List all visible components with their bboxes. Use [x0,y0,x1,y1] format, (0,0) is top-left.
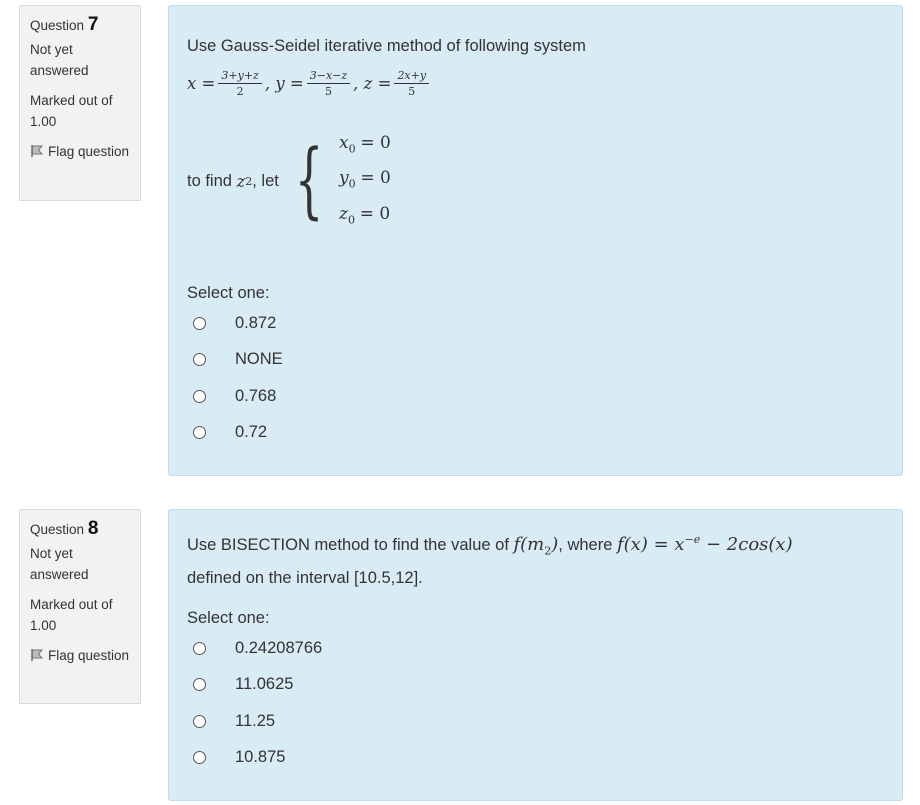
question-number [30,518,130,540]
question-info-panel [19,5,141,201]
eq-z-fraction [394,68,429,99]
initial-x-value: = 0 [360,132,391,153]
radio-button[interactable] [193,317,206,330]
question-grade: Marked out of 1.00 [30,93,113,129]
radio-button[interactable] [193,642,206,655]
radio-button[interactable] [193,678,206,691]
flag-icon [30,144,48,159]
eq-z-denominator: 5 [408,85,416,98]
answer-options [193,630,322,776]
radio-button[interactable] [193,426,206,439]
option-label: 11.25 [235,711,276,730]
question-label: Question [30,18,85,33]
question-label: Question [30,522,85,537]
answer-option[interactable] [193,342,283,379]
option-label: 11.0625 [235,675,294,694]
flag-label: Flag question [48,648,130,663]
initial-y-sub: 0 [348,177,356,191]
question-grade: Marked out of 1.00 [30,597,113,633]
eq-y-denominator: 5 [324,85,332,98]
f-m2-sub: 2 [544,544,552,558]
f-m2-text: f(m [513,534,545,555]
radio-button[interactable] [193,353,206,366]
function-definition [617,534,793,555]
initial-x [339,128,391,163]
left-brace: { [294,133,324,228]
eq-x-lhs: x = [187,74,216,93]
select-one-prompt: Select one: [187,609,270,627]
find-variable: z [236,171,246,191]
initial-y [339,163,391,198]
answer-option[interactable] [193,305,283,342]
eq-x-fraction [218,68,261,99]
answer-option[interactable] [193,667,322,704]
initial-z-value: = 0 [359,203,391,224]
option-label: 10.875 [235,748,286,767]
flag-question-button[interactable] [30,141,130,162]
question-content-panel [168,5,903,476]
initial-x-sub: 0 [348,142,356,156]
select-one-prompt: Select one: [187,284,270,302]
initial-values-list [339,128,391,234]
question-state: Not yet answered [30,42,89,78]
eq-x-denominator: 2 [236,85,244,98]
question-number-value: 7 [87,14,99,35]
question-text [187,33,586,59]
question-number-value: 8 [87,518,99,539]
option-label: 0.768 [235,386,277,405]
option-label: 0.24208766 [235,638,323,657]
question-line-2: defined on the interval [10.5,12]. [187,568,423,587]
eq-y-numerator: 3−x−z [307,68,350,84]
initial-z-sub: 0 [348,213,355,227]
let-text: , let [252,171,279,190]
option-label: 0.872 [235,313,277,332]
question-state: Not yet answered [30,546,89,582]
question-number [30,14,130,36]
question-line-1 [187,527,887,565]
eq-z-numerator: 2x+y [394,68,429,84]
question-text-part: , where [558,536,613,554]
radio-button[interactable] [193,751,206,764]
answer-option[interactable] [193,415,283,452]
option-label: NONE [235,350,283,369]
initial-y-var: y [339,168,349,189]
radio-button[interactable] [193,715,206,728]
function-exponent: −e [684,533,701,546]
flag-icon [30,648,48,663]
flag-label: Flag question [48,144,130,159]
answer-options [193,305,283,451]
answer-option[interactable] [193,703,322,740]
equation-system [187,68,432,99]
initial-z [339,199,391,234]
option-label: 0.72 [235,423,268,442]
eq-x-numerator: 3+y+z [218,68,261,84]
question-text [187,527,887,591]
eq-z-lhs: , z = [353,74,392,93]
initial-conditions [187,132,391,228]
radio-button[interactable] [193,390,206,403]
function-rest: − 2cos(x) [700,534,793,555]
answer-option[interactable] [193,740,322,777]
answer-option[interactable] [193,630,322,667]
find-variable-sub: 2 [245,174,253,188]
flag-question-button[interactable] [30,645,130,666]
question-info-panel [19,509,141,704]
function-text: f(x) = x [617,534,685,555]
eq-y-fraction [307,68,350,99]
initial-y-value: = 0 [360,168,391,189]
question-text-part: Use BISECTION method to find the value of [187,536,509,554]
initial-x-var: x [339,132,349,153]
eq-y-lhs: , y = [264,74,304,93]
f-m2-close: ) [551,534,559,555]
question-intro: Use Gauss-Seidel iterative method of following system [187,37,586,55]
question-content-panel [168,509,903,801]
answer-option[interactable] [193,378,283,415]
initial-z-var: z [339,203,348,224]
find-text: to find [187,171,232,190]
f-m2 [513,534,559,558]
